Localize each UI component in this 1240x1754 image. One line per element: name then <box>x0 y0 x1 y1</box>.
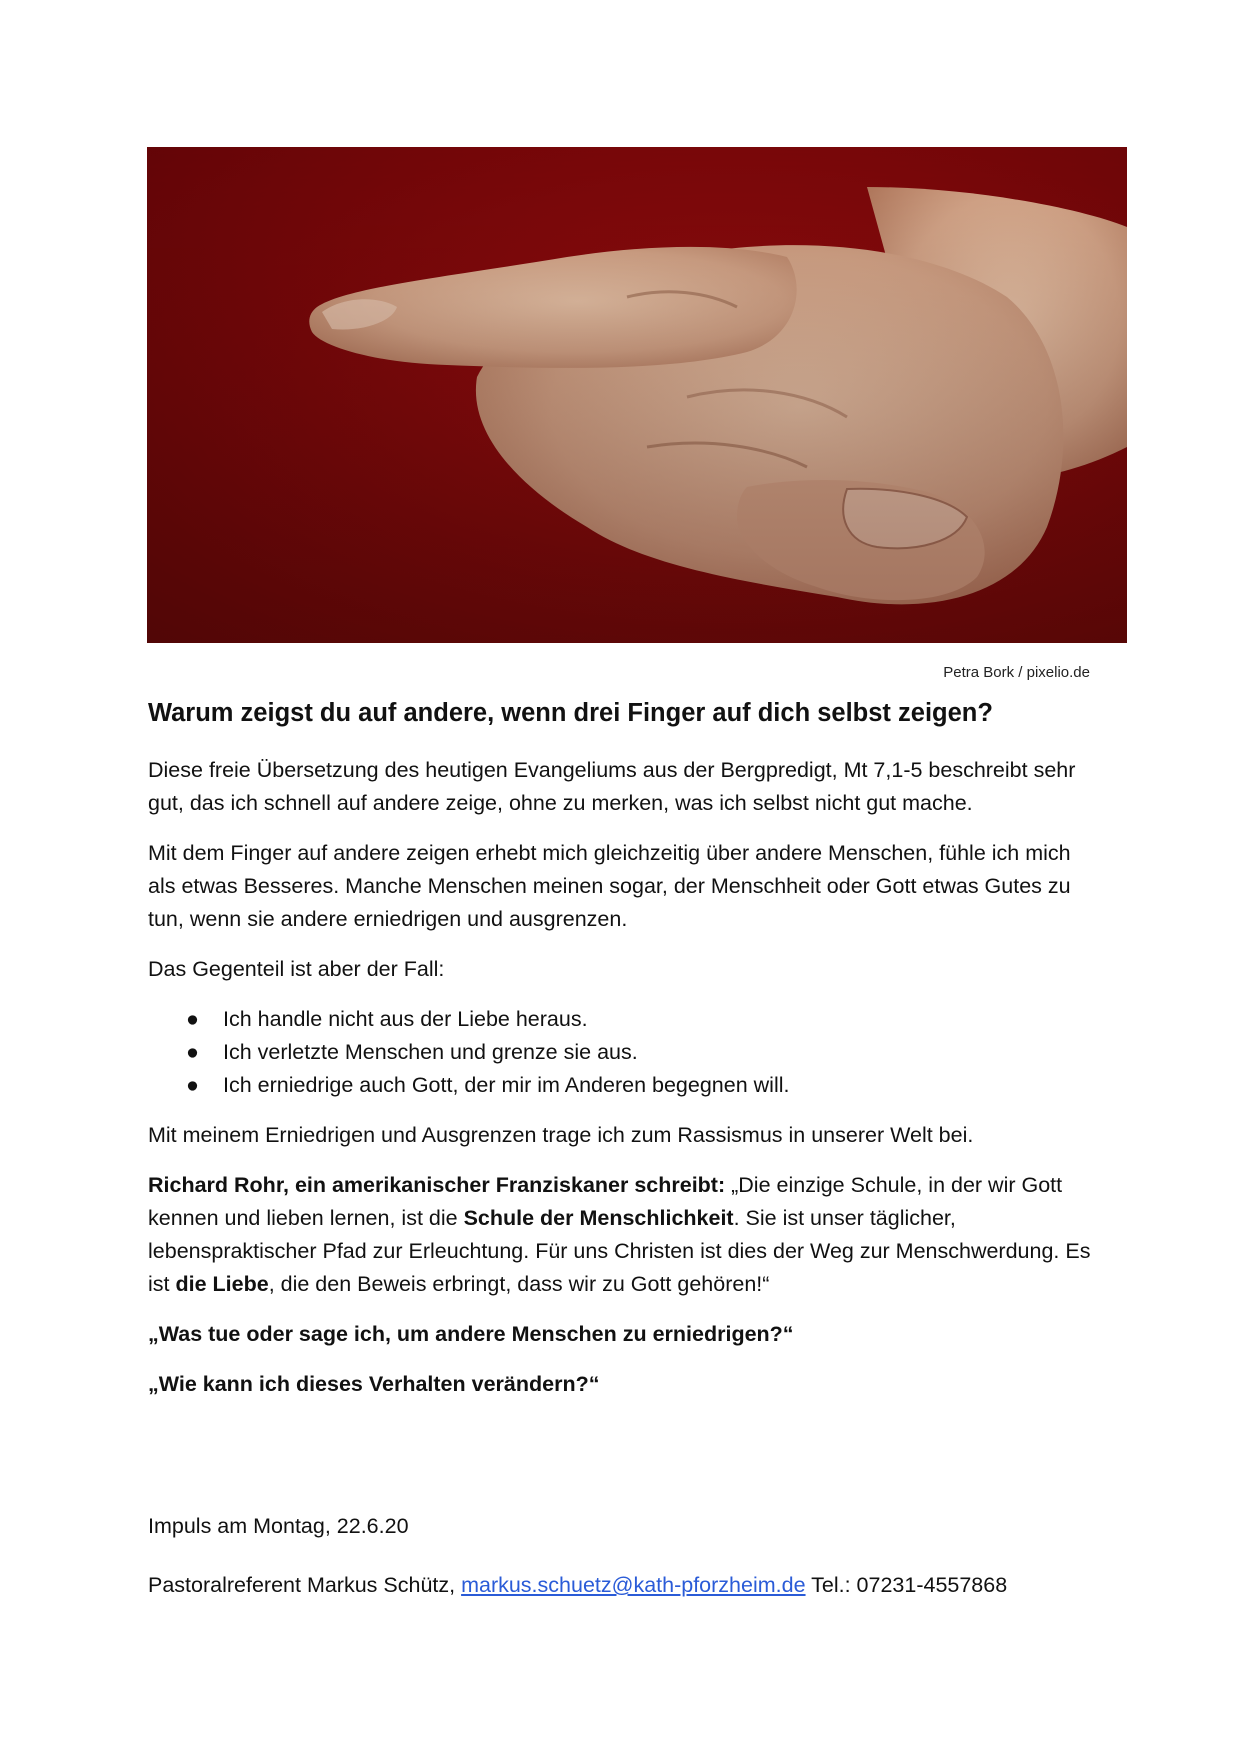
photo-credit: Petra Bork / pixelio.de <box>943 664 1090 681</box>
question-2: „Wie kann ich dieses Verhalten verändern?“ <box>148 1371 600 1396</box>
header-photo <box>147 147 1127 643</box>
pointing-hand-icon <box>147 147 1127 643</box>
list-item: ● Ich verletzte Menschen und grenze sie aus. <box>223 1036 1098 1069</box>
bullet-icon: ● <box>186 1072 199 1097</box>
footer-date: Impuls am Montag, 22.6.20 <box>148 1514 409 1538</box>
footer <box>148 1510 1098 1628</box>
question-1: „Was tue oder sage ich, um andere Menschen zu erniedrigen?“ <box>148 1321 794 1346</box>
paragraph-finger: Mit dem Finger auf andere zeigen erhebt mich gleichzeitig über andere Menschen, fühle ich mich als etwas Besseres. Manche Menschen meinen sogar, der Menschheit oder Gott etwas Gutes zu tun, wenn sie andere erniedrigen und ausgrenzen. <box>148 840 1071 931</box>
page-title: Warum zeigst du auf andere, wenn drei Finger auf dich selbst zeigen? <box>148 699 993 727</box>
email-link[interactable]: markus.schuetz@kath-pforzheim.de <box>461 1573 806 1597</box>
quote-author: Richard Rohr, ein amerikanischer Franziskaner schreibt: <box>148 1172 726 1197</box>
list-item: ● Ich handle nicht aus der Liebe heraus. <box>223 1003 1098 1036</box>
bullet-icon: ● <box>186 1039 199 1064</box>
footer-contact: Pastoralreferent Markus Schütz, markus.schuetz@kath-pforzheim.de Tel.: 07231-4557868 <box>148 1573 1008 1597</box>
bullet-icon: ● <box>186 1006 199 1031</box>
bullet-list <box>148 1003 1098 1102</box>
quote-paragraph: Richard Rohr, ein amerikanischer Franziskaner schreibt: „Die einzige Schule, in der wir Gott kennen und lieben lernen, ist die Schule der Menschlichkeit. Sie ist unser täglicher, lebenspraktischer Pfad zur Erleuchtung. Für uns Christen ist dies der Weg zur Menschwerdung. Es ist die Liebe, die den Beweis erbringt, dass wir zu Gott gehören!“ <box>148 1172 1091 1296</box>
paragraph-intro: Diese freie Übersetzung des heutigen Evangeliums aus der Bergpredigt, Mt 7,1-5 beschreibt sehr gut, das ich schnell auf andere zeige, ohne zu merken, was ich selbst nicht gut mache. <box>148 757 1076 815</box>
paragraph-racism: Mit meinem Erniedrigen und Ausgrenzen trage ich zum Rassismus in unserer Welt bei. <box>148 1122 974 1147</box>
article-body <box>148 698 1098 1418</box>
list-item: ● Ich erniedrige auch Gott, der mir im Anderen begegnen will. <box>223 1069 1098 1102</box>
paragraph-opposite: Das Gegenteil ist aber der Fall: <box>148 956 445 981</box>
